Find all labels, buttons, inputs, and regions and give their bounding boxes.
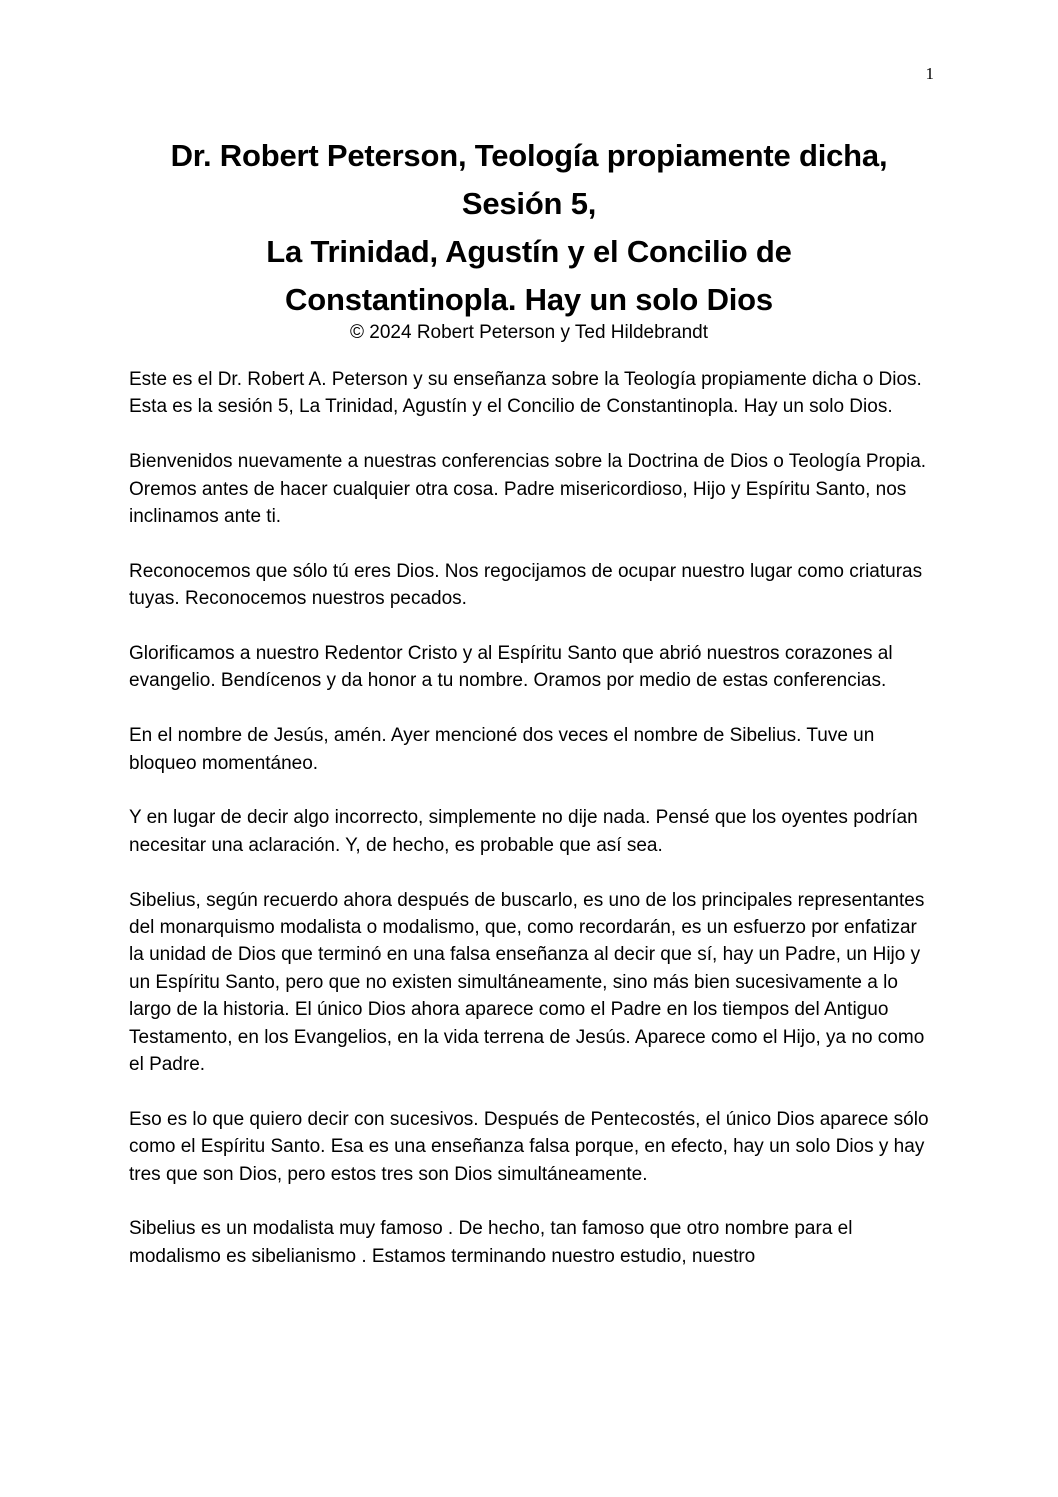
paragraph: Glorificamos a nuestro Redentor Cristo y al Espíritu Santo que abrió nuestros corazones al evangelio. Bendícenos y da honor a tu nombre. Oramos por medio de estas conferencias. — [129, 643, 893, 692]
paragraph: En el nombre de Jesús, amén. Ayer mencioné dos veces el nombre de Sibelius. Tuve un bloqueo momentáneo. — [129, 725, 875, 774]
page-number: 1 — [925, 64, 934, 83]
paragraph: Este es el Dr. Robert A. Peterson y su enseñanza sobre la Teología propiamente dicha o Dios. Esta es la sesión 5, La Trinidad, Agustín y el Concilio de Constantinopla. Hay un solo Dios. — [129, 369, 922, 418]
document-header — [100, 132, 958, 346]
paragraph: Eso es lo que quiero decir con sucesivos. Después de Pentecostés, el único Dios aparece sólo como el Espíritu Santo. Esa es una enseñanza falsa porque, en efecto, hay un solo Dios y hay tres que son Dios, pero estos tres son Dios simultáneamente. — [129, 1108, 929, 1185]
title-line: Constantinopla. Hay un solo Dios — [285, 282, 773, 317]
title-line: La Trinidad, Agustín y el Concilio de — [266, 234, 792, 269]
copyright-notice: © 2024 Robert Peterson y Ted Hildebrandt — [350, 322, 708, 343]
paragraph: Sibelius es un modalista muy famoso . De hecho, tan famoso que otro nombre para el modalismo es sibelianismo . Estamos terminando nuestro estudio, nuestro — [129, 1218, 853, 1267]
title-line: Sesión 5, — [461, 186, 597, 221]
paragraph: Sibelius, según recuerdo ahora después de buscarlo, es uno de los principales representantes del monarquismo modalista o modalismo, que, como recordarán, es un esfuerzo por enfatizar la unidad de Dios que terminó en una falsa enseñanza al decir que sí, hay un Padre, un Hijo y un Espíritu Santo, pero que no existen simultáneamente, sino más bien sucesivamente a lo largo de la historia. El único Dios ahora aparece como el Padre en los tiempos del Antiguo Testamento, en los Evangelios, en la vida terrena de Jesús. Aparece como el Hijo, ya no como el Padre. — [129, 889, 925, 1076]
paragraph: Bienvenidos nuevamente a nuestras conferencias sobre la Doctrina de Dios o Teología Propia. Oremos antes de hacer cualquier otra cosa. Padre misericordioso, Hijo y Espíritu Santo, nos inclinamos ante ti. — [129, 451, 927, 528]
title-line: Dr. Robert Peterson, Teología propiamente dicha, — [170, 138, 888, 173]
paragraph: Y en lugar de decir algo incorrecto, simplemente no dije nada. Pensé que los oyentes podrían necesitar una aclaración. Y, de hecho, es probable que así sea. — [129, 807, 918, 856]
document-body — [129, 366, 934, 1298]
paragraph: Reconocemos que sólo tú eres Dios. Nos regocijamos de ocupar nuestro lugar como criaturas tuyas. Reconocemos nuestros pecados. — [129, 560, 923, 610]
